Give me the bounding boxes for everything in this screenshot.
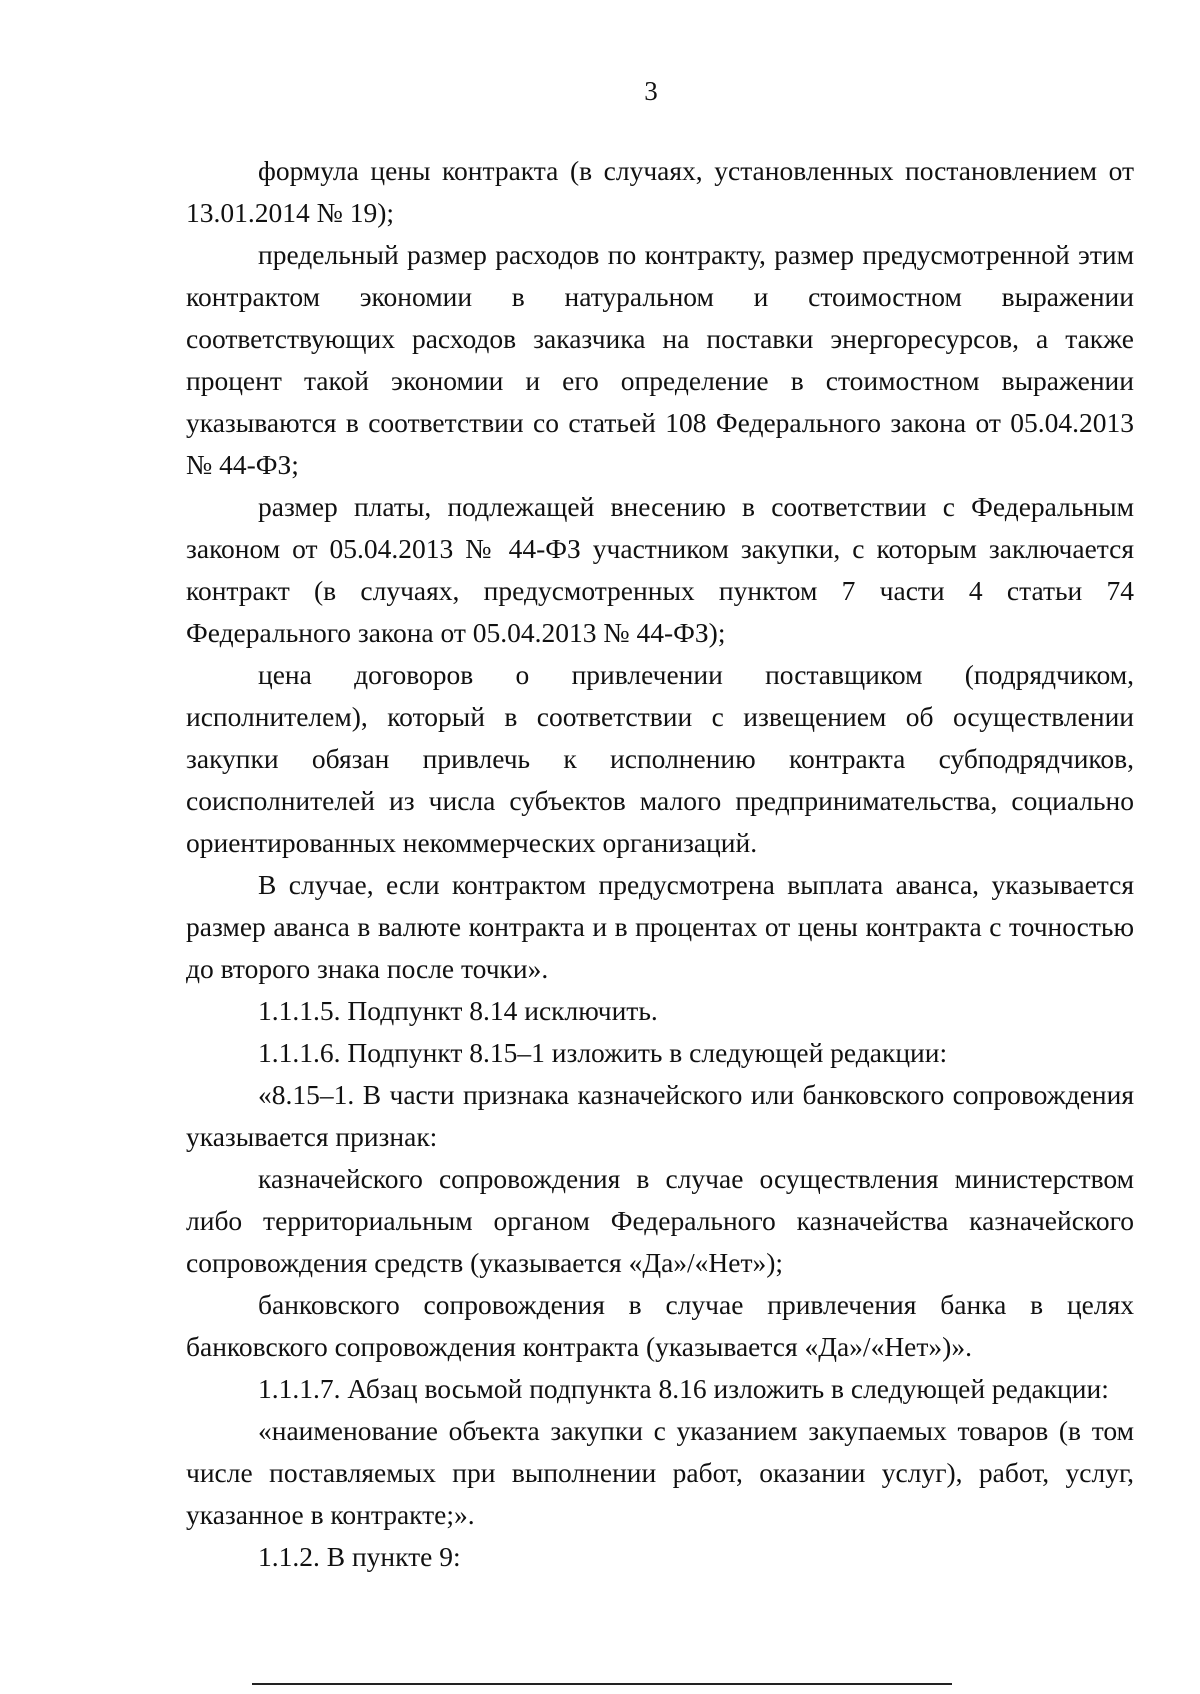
paragraph-price-formula: формула цены контракта (в случаях, установленных постановлением от 13.01.2014 № 19); xyxy=(186,155,1134,228)
footer-rule xyxy=(252,1683,952,1685)
paragraph-subitem-8-15-1: «8.15–1. В части признака казначейского или банковского сопровождения указывается признак: xyxy=(186,1079,1134,1152)
paragraph-procurement-object: «наименование объекта закупки с указанием закупаемых товаров (в том числе поставляемых при выполнении работ, оказании услуг), работ, услуг, указанное в контракте;». xyxy=(186,1415,1134,1530)
paragraph-advance-payment: В случае, если контрактом предусмотрена выплата аванса, указывается размер аванса в валюте контракта и в процентах от цены контракта с точностью до второго знака после точки». xyxy=(186,869,1134,984)
document-body xyxy=(186,150,1134,1578)
paragraph-item-1-1-1-7: 1.1.1.7. Абзац восьмой подпункта 8.16 изложить в следующей редакции: xyxy=(258,1373,1109,1404)
paragraph-fee-size: размер платы, подлежащей внесению в соответствии с Федеральным законом от 05.04.2013 № 44-ФЗ участником закупки, с которым заключается контракт (в случаях, предусмотренных пунктом 7 части 4 статьи 74 Федерального закона от 05.04.2013 № 44-ФЗ); xyxy=(186,491,1134,648)
paragraph-expense-limit: предельный размер расходов по контракту, размер предусмотренной этим контрактом экономии в натуральном и стоимостном выражении соответствующих расходов заказчика на поставки энергоресурсов, а также процент такой экономии и его определение в стоимостном выражении указываются в соответствии со статьей 108 Федерального закона от 05.04.2013 № 44-ФЗ; xyxy=(186,239,1134,480)
page-number: 3 xyxy=(644,76,658,106)
paragraph-item-1-1-1-5: 1.1.1.5. Подпункт 8.14 исключить. xyxy=(258,995,658,1026)
paragraph-item-1-1-1-6: 1.1.1.6. Подпункт 8.15–1 изложить в следующей редакции: xyxy=(258,1037,948,1068)
paragraph-item-1-1-2: 1.1.2. В пункте 9: xyxy=(258,1541,461,1572)
paragraph-subcontract-price: цена договоров о привлечении поставщиком (подрядчиком, исполнителем), который в соответствии с извещением об осуществлении закупки обязан привлечь к исполнению контракта субподрядчиков, соисполнителей из числа субъектов малого предпринимательства, социально ориентированных некоммерческих организаций. xyxy=(186,659,1134,858)
paragraph-bank-support: банковского сопровождения в случае привлечения банка в целях банковского сопровождения контракта (указывается «Да»/«Нет»)». xyxy=(186,1289,1134,1362)
paragraph-treasury-support: казначейского сопровождения в случае осуществления министерством либо территориальным органом Федерального казначейства казначейского сопровождения средств (указывается «Да»/«Нет»); xyxy=(186,1163,1134,1278)
